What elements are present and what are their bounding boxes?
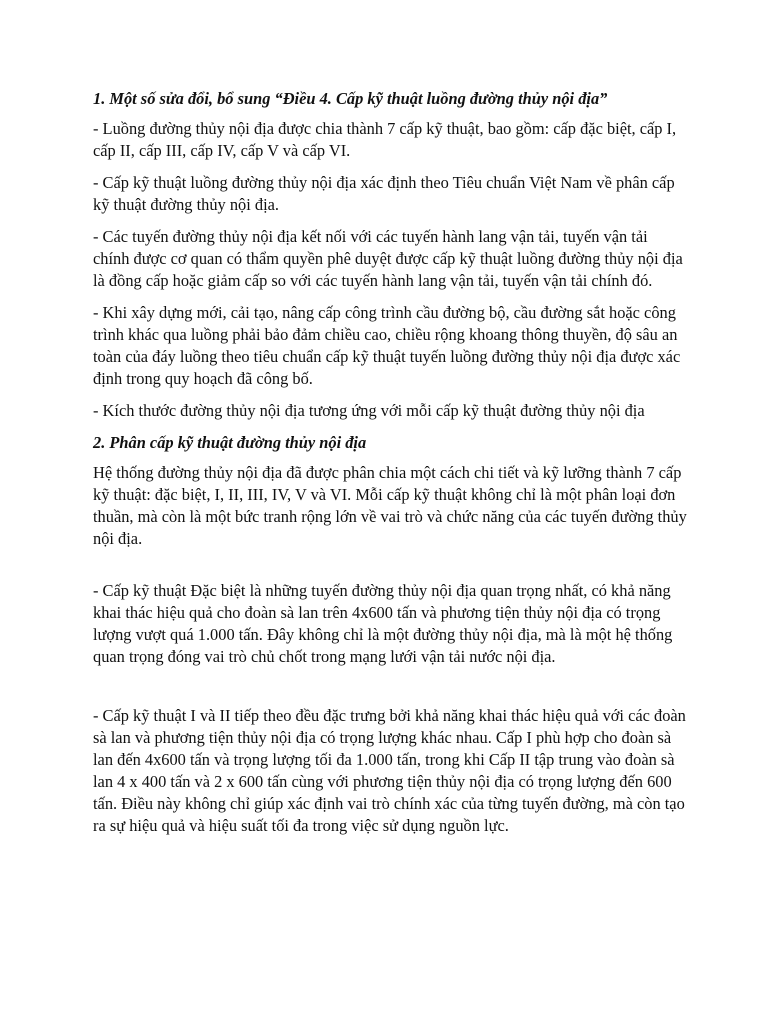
section-1-paragraph-1: - Luồng đường thủy nội địa được chia thành 7 cấp kỹ thuật, bao gồm: cấp đặc biệt, cấp I, cấp II, cấp III, cấp IV, cấp V và cấp VI. <box>93 119 677 160</box>
section-2-paragraph-1: Hệ thống đường thủy nội địa đã được phân chia một cách chi tiết và kỹ lưỡng thành 7 cấp kỹ thuật: đặc biệt, I, II, III, IV, V và VI. Mỗi cấp kỹ thuật không chỉ là một phân loại đơn thuần, mà còn là một bức tranh rộng lớn về vai trò và chức năng của các tuyến đường thủy nội địa. <box>93 463 687 548</box>
section-1-paragraph-4: - Khi xây dựng mới, cải tạo, nâng cấp công trình cầu đường bộ, cầu đường sắt hoặc công trình khác qua luồng phải bảo đảm chiều cao, chiều rộng khoang thông thuyền, độ sâu an toàn của đáy luồng theo tiêu chuẩn cấp kỹ thuật tuyến luồng đường thủy nội địa được xác định trong quy hoạch đã công bố. <box>93 303 681 388</box>
section-2-heading: 2. Phân cấp kỹ thuật đường thủy nội địa <box>93 433 367 452</box>
section-1-paragraph-5: - Kích thước đường thủy nội địa tương ứng với mỗi cấp kỹ thuật đường thủy nội địa <box>93 401 645 420</box>
section-1-paragraph-2: - Cấp kỹ thuật luồng đường thủy nội địa xác định theo Tiêu chuẩn Việt Nam về phân cấp kỹ thuật đường thủy nội địa. <box>93 173 675 214</box>
section-1-heading: 1. Một số sửa đổi, bổ sung “Điều 4. Cấp kỹ thuật luồng đường thủy nội địa” <box>93 89 608 108</box>
section-1-paragraph-3: - Các tuyến đường thủy nội địa kết nối với các tuyến hành lang vận tải, tuyến vận tải chính được cơ quan có thẩm quyền phê duyệt được cấp kỹ thuật luồng đường thủy nội địa là đồng cấp hoặc giảm cấp so với các tuyến hành lang vận tải, tuyến vận tải chính đó. <box>93 227 683 290</box>
section-2-paragraph-3: - Cấp kỹ thuật I và II tiếp theo đều đặc trưng bởi khả năng khai thác hiệu quả với các đoàn sà lan và phương tiện thủy nội địa có trọng lượng khác nhau. Cấp I phù hợp cho đoàn sà lan đến 4x600 tấn và trọng lượng tối đa 1.000 tấn, trong khi Cấp II tập trung vào đoàn sà lan 4 x 400 tấn và 2 x 600 tấn cùng với phương tiện thủy nội địa có trọng lượng đến 600 tấn. Điều này không chỉ giúp xác định vai trò chính xác của từng tuyến đường, mà còn tạo ra sự hiệu quả và hiệu suất tối đa trong việc sử dụng nguồn lực. <box>93 706 686 835</box>
section-2-paragraph-2: - Cấp kỹ thuật Đặc biệt là những tuyến đường thủy nội địa quan trọng nhất, có khả năng khai thác hiệu quả cho đoàn sà lan trên 4x600 tấn và phương tiện thủy nội địa có trọng lượng vượt quá 1.000 tấn. Đây không chỉ là một đường thủy nội địa, mà là một hệ thống quan trọng đóng vai trò chủ chốt trong mạng lưới vận tải nước nội địa. <box>93 581 673 666</box>
